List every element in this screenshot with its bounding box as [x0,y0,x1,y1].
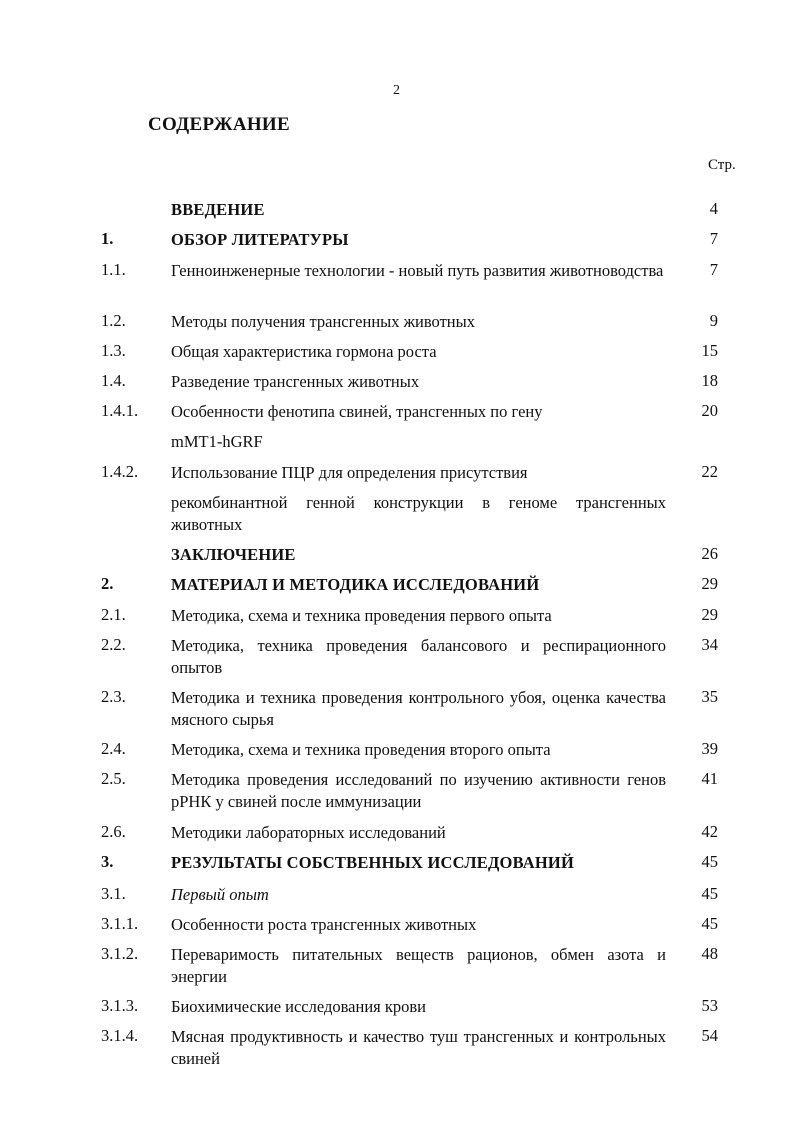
toc-entry-number: 2.5. [101,769,126,788]
toc-entry-title: ВВЕДЕНИЕ [171,200,265,219]
toc-entry-page: 39 [701,739,718,758]
toc-entry-number: 1.1. [101,260,126,279]
toc-entry-title: Биохимические исследования крови [171,997,427,1016]
toc-entry-page: 29 [701,605,718,624]
toc-entry-title: Методика и техника проведения контрольного убоя, оценка качества мясного сырья [171,688,666,729]
toc-entry-number: 3. [101,852,114,871]
toc-entry-title: Методика проведения исследований по изучению активности генов рРНК у свиней после иммунизации [171,770,666,811]
toc-entry-title: ЗАКЛЮЧЕНИЕ [171,545,296,564]
toc-entry-number: 1.4.2. [101,462,139,481]
toc-entry-number: 2. [101,574,114,593]
toc-entry-title: РЕЗУЛЬТАТЫ СОБСТВЕННЫХ ИССЛЕДОВАНИЙ [171,853,574,872]
toc-entry-page: 54 [701,1026,718,1045]
toc-entry-page: 4 [709,199,718,218]
toc-entry-title: Методика, техника проведения балансового и респирационного опытов [171,636,666,677]
toc-entry-title: Мясная продуктивность и качество туш трансгенных и контрольных свиней [171,1027,666,1068]
toc-entry-title: Разведение трансгенных животных [171,372,420,391]
toc-entry-page: 53 [701,996,718,1015]
toc-entry-page: 26 [701,544,718,563]
toc-entry-page: 42 [701,822,718,841]
toc-entry-number: 1.2. [101,311,126,330]
toc-entry-title: Методика, схема и техника проведения первого опыта [171,606,552,625]
toc-entry-page: 20 [701,401,718,420]
toc-entry-title: Генноинженерные технологии - новый путь развития животноводства [171,261,664,280]
toc-entry-page: 18 [701,371,718,390]
toc-entry-number: 3.1.4. [101,1026,139,1045]
toc-entry-page: 41 [701,769,718,788]
toc-entry-title-continued: рекомбинантной генной конструкции в геноме трансгенных животных [171,493,666,534]
page-number: 2 [393,83,400,98]
toc-entry-title: МАТЕРИАЛ И МЕТОДИКА ИССЛЕДОВАНИЙ [171,575,540,594]
toc-entry-page: 7 [709,260,718,279]
toc-entry-page: 34 [701,635,718,654]
page-title: СОДЕРЖАНИЕ [148,114,290,135]
toc-entry-title-continued: mMT1-hGRF [171,432,263,451]
toc-entry-number: 1.4.1. [101,401,139,420]
toc-entry-number: 2.2. [101,635,126,654]
toc-entry-title: Методики лабораторных исследований [171,823,446,842]
toc-entry-page: 7 [709,229,718,248]
pages-column-label: Стр. [708,157,736,173]
toc-entry-number: 1. [101,229,114,248]
toc-entry-page: 29 [701,574,718,593]
toc-entry-title: Методика, схема и техника проведения второго опыта [171,740,551,759]
toc-entry-page: 22 [701,462,718,481]
toc-entry-page: 45 [701,914,718,933]
toc-entry-page: 48 [701,944,718,963]
toc-entry-page: 45 [701,884,718,903]
toc-entry-number: 1.4. [101,371,126,390]
toc-entry-title: Методы получения трансгенных животных [171,312,475,331]
toc-entry-number: 2.4. [101,739,126,758]
toc-entry-number: 3.1.3. [101,996,139,1015]
toc-entry-title: Особенности фенотипа свиней, трансгенных по гену [171,402,543,421]
toc-entry-number: 3.1.1. [101,914,139,933]
toc-entry-number: 2.6. [101,822,126,841]
toc-entry-page: 35 [701,687,718,706]
toc-entry-title: ОБЗОР ЛИТЕРАТУРЫ [171,230,349,249]
toc-entry-title: Особенности роста трансгенных животных [171,915,477,934]
toc-entry-number: 3.1.2. [101,944,139,963]
toc-entry-number: 2.1. [101,605,126,624]
toc-entry-page: 9 [709,311,718,330]
toc-entry-title: Первый опыт [171,885,269,904]
toc-entry-title: Переваримость питательных веществ рационов, обмен азота и энергии [171,945,666,986]
toc-entry-page: 15 [701,341,718,360]
toc-entry-number: 3.1. [101,884,126,903]
toc-entry-page: 45 [701,852,718,871]
toc-entry-title: Общая характеристика гормона роста [171,342,437,361]
toc-entry-number: 1.3. [101,341,126,360]
toc-entry-number: 2.3. [101,687,126,706]
toc-entry-title: Использование ПЦР для определения присутствия [171,463,528,482]
